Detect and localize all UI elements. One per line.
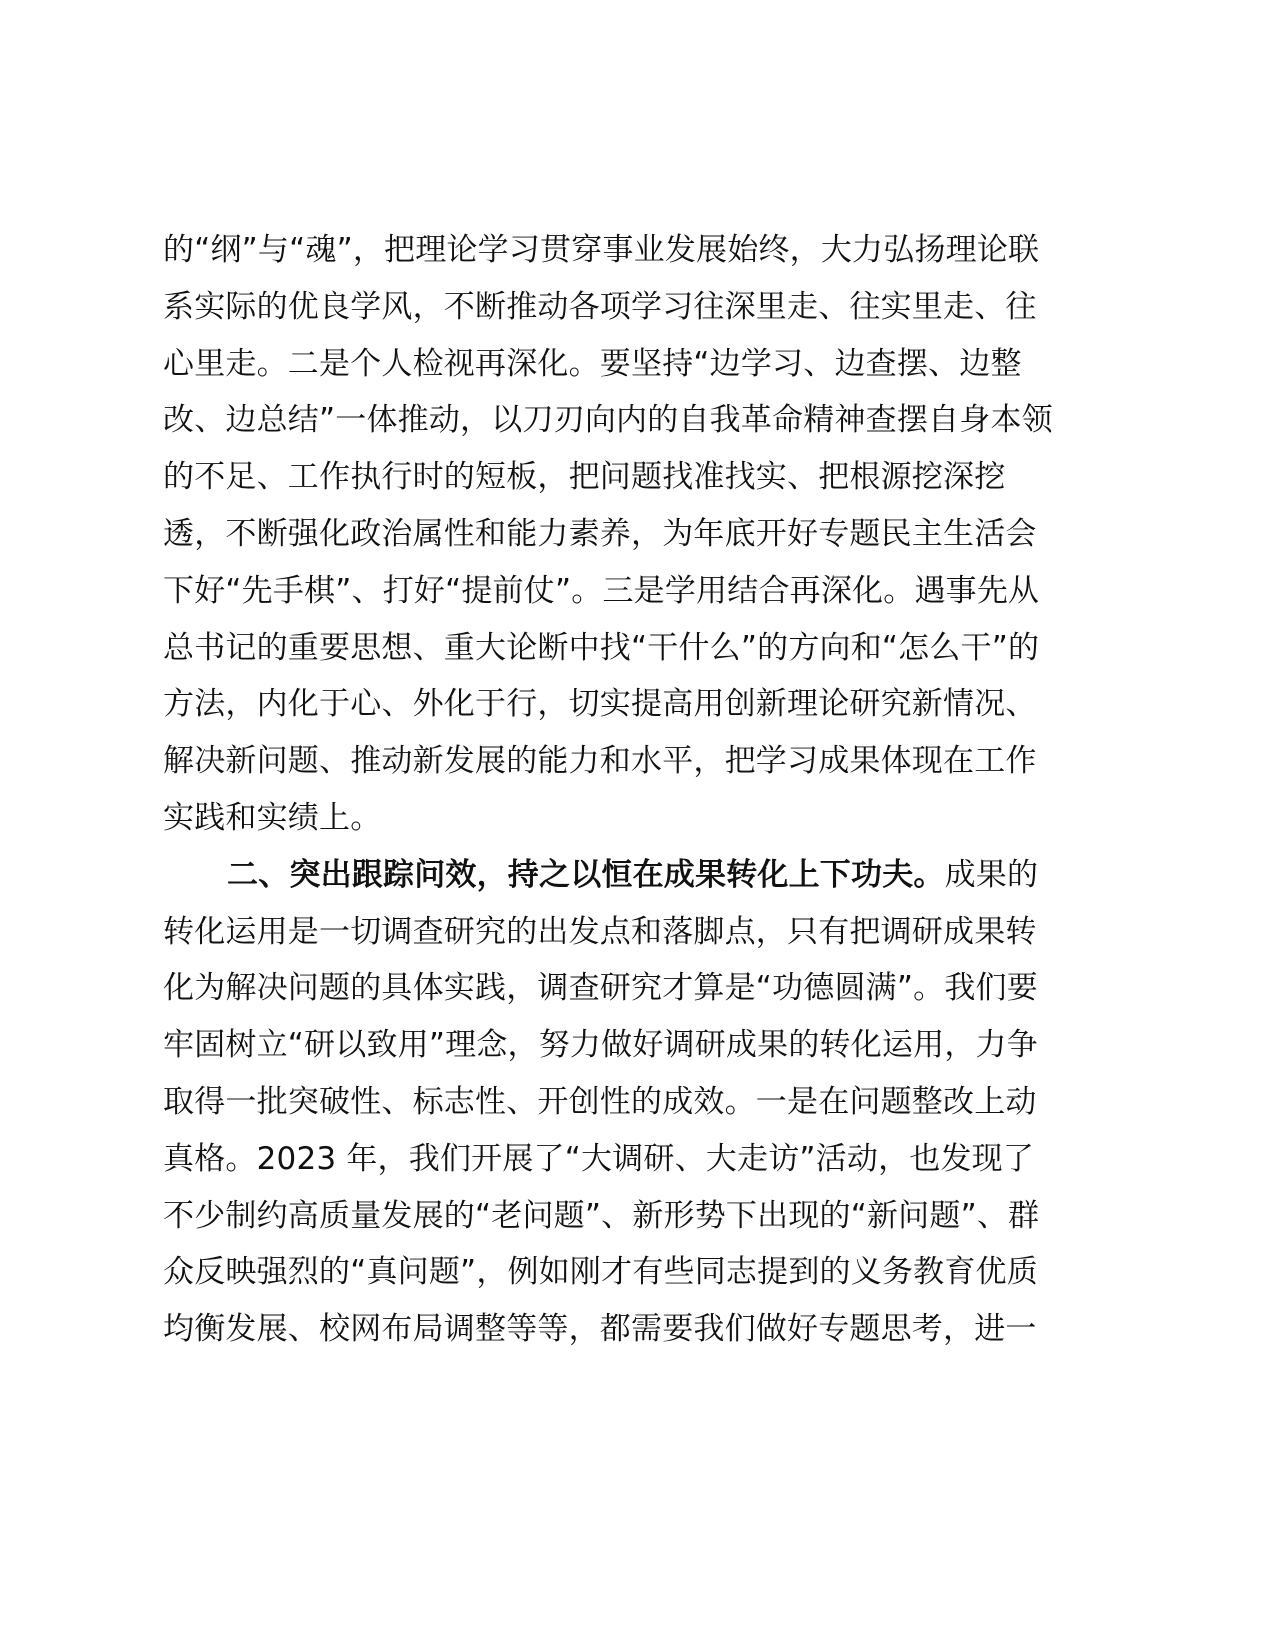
section-heading-line [163,847,1123,904]
text-line: 方法，内化于心、外化于行，切实提高用创新理论研究新情况、 [163,686,1037,723]
text-line: 实践和实绩上。 [163,799,382,836]
text-line: 均衡发展、校网布局调整等等，都需要我们做好专题思考，进一 [163,1311,1037,1348]
text-line: 真格。2023 年，我们开展了“大调研、大走访”活动，也发现了 [163,1140,1035,1177]
paragraph-2 [163,847,1123,1358]
section-heading-tail: 成果的 [944,856,1039,893]
text-line: 心里走。二是个人检视再深化。要坚持“边学习、边查摆、边整 [163,345,1022,382]
text-line: 改、边总结”一体推动，以刀刃向内的自我革命精神查摆自身本领 [163,402,1053,439]
text-line: 总书记的重要思想、重大论断中找“干什么”的方向和“怎么干”的 [163,629,1040,666]
text-line: 转化运用是一切调查研究的出发点和落脚点，只有把调研成果转 [163,913,1037,950]
text-line: 透，不断强化政治属性和能力素养，为年底开好专题民主生活会 [163,515,1037,552]
text-line: 众反映强烈的“真问题”，例如刚才有些同志提到的义务教育优质 [163,1254,1038,1291]
paragraph-1 [163,222,1123,847]
text-line: 下好“先手棋”、打好“提前仗”。三是学用结合再深化。遇事先从 [163,572,1040,609]
text-line: 解决新问题、推动新发展的能力和水平，把学习成果体现在工作 [163,743,1037,780]
text-line: 的“纲”与“魂”，把理论学习贯穿事业发展始终，大力弘扬理论联 [163,232,1040,268]
text-line: 牢固树立“研以致用”理念，努力做好调研成果的转化运用，力争 [163,1027,1038,1064]
document-body [163,222,1123,1358]
text-line: 系实际的优良学风，不断推动各项学习往深里走、往实里走、往 [163,288,1037,325]
section-heading: 二、突出跟踪问效，持之以恒在成果转化上下功夫。 [227,856,945,893]
text-line: 的不足、工作执行时的短板，把问题找准找实、把根源挖深挖 [163,459,1006,496]
text-line: 化为解决问题的具体实践，调查研究才算是“功德圆满”。我们要 [163,970,1038,1007]
text-line: 不少制约高质量发展的“老问题”、新形势下出现的“新问题”、群 [163,1197,1040,1234]
text-line: 取得一批突破性、标志性、开创性的成效。一是在问题整改上动 [163,1083,1037,1120]
